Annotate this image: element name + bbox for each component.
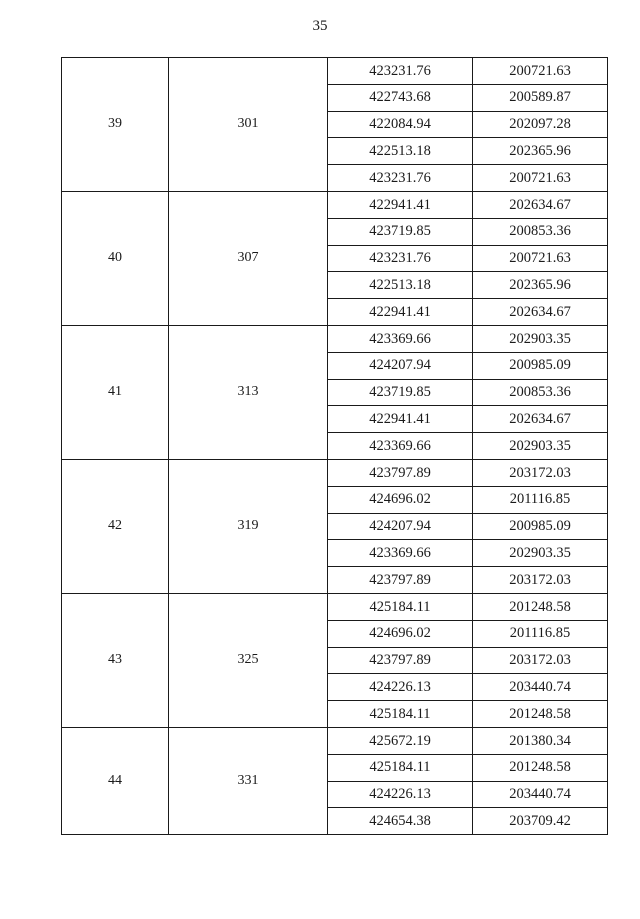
y-coordinate-cell: 202903.35: [473, 325, 608, 352]
x-coordinate-cell: 425672.19: [328, 727, 473, 754]
x-coordinate-cell: 423797.89: [328, 459, 473, 486]
table-row: [62, 325, 608, 352]
table-row: [62, 593, 608, 620]
y-coordinate-cell: 201116.85: [473, 620, 608, 647]
x-coordinate-cell: 423797.89: [328, 647, 473, 674]
group-id-cell: 44: [62, 727, 169, 834]
group-code-cell: 307: [169, 191, 328, 325]
y-coordinate-cell: 202634.67: [473, 406, 608, 433]
table-row: [62, 58, 608, 85]
x-coordinate-cell: 422743.68: [328, 84, 473, 111]
y-coordinate-cell: 200985.09: [473, 513, 608, 540]
group-id-cell: 40: [62, 191, 169, 325]
y-coordinate-cell: 201248.58: [473, 701, 608, 728]
x-coordinate-cell: 425184.11: [328, 593, 473, 620]
y-coordinate-cell: 202903.35: [473, 540, 608, 567]
y-coordinate-cell: 203709.42: [473, 808, 608, 835]
x-coordinate-cell: 425184.11: [328, 754, 473, 781]
table-row: [62, 459, 608, 486]
y-coordinate-cell: 202634.67: [473, 299, 608, 326]
page-number: 35: [312, 18, 328, 34]
y-coordinate-cell: 202365.96: [473, 272, 608, 299]
x-coordinate-cell: 423231.76: [328, 58, 473, 85]
x-coordinate-cell: 423369.66: [328, 540, 473, 567]
table-row: [62, 727, 608, 754]
x-coordinate-cell: 422513.18: [328, 272, 473, 299]
coordinates-table: [61, 57, 608, 835]
y-coordinate-cell: 200721.63: [473, 245, 608, 272]
y-coordinate-cell: 203172.03: [473, 459, 608, 486]
x-coordinate-cell: 424696.02: [328, 486, 473, 513]
group-id-cell: 39: [62, 58, 169, 192]
y-coordinate-cell: 203440.74: [473, 674, 608, 701]
y-coordinate-cell: 202903.35: [473, 433, 608, 460]
x-coordinate-cell: 423369.66: [328, 325, 473, 352]
x-coordinate-cell: 423231.76: [328, 245, 473, 272]
x-coordinate-cell: 423719.85: [328, 218, 473, 245]
y-coordinate-cell: 202365.96: [473, 138, 608, 165]
y-coordinate-cell: 202634.67: [473, 191, 608, 218]
x-coordinate-cell: 424207.94: [328, 352, 473, 379]
y-coordinate-cell: 201116.85: [473, 486, 608, 513]
x-coordinate-cell: 422941.41: [328, 191, 473, 218]
x-coordinate-cell: 424226.13: [328, 781, 473, 808]
x-coordinate-cell: 423231.76: [328, 165, 473, 192]
y-coordinate-cell: 201380.34: [473, 727, 608, 754]
coordinates-table-body: [62, 58, 608, 835]
x-coordinate-cell: 423797.89: [328, 567, 473, 594]
y-coordinate-cell: 200853.36: [473, 218, 608, 245]
group-code-cell: 325: [169, 593, 328, 727]
y-coordinate-cell: 200721.63: [473, 165, 608, 192]
group-code-cell: 331: [169, 727, 328, 834]
group-id-cell: 43: [62, 593, 169, 727]
x-coordinate-cell: 423369.66: [328, 433, 473, 460]
y-coordinate-cell: 200985.09: [473, 352, 608, 379]
y-coordinate-cell: 203172.03: [473, 567, 608, 594]
y-coordinate-cell: 200589.87: [473, 84, 608, 111]
x-coordinate-cell: 424226.13: [328, 674, 473, 701]
group-id-cell: 42: [62, 459, 169, 593]
x-coordinate-cell: 422941.41: [328, 406, 473, 433]
group-id-cell: 41: [62, 325, 169, 459]
y-coordinate-cell: 202097.28: [473, 111, 608, 138]
x-coordinate-cell: 424654.38: [328, 808, 473, 835]
y-coordinate-cell: 200853.36: [473, 379, 608, 406]
table-row: [62, 191, 608, 218]
group-code-cell: 319: [169, 459, 328, 593]
x-coordinate-cell: 425184.11: [328, 701, 473, 728]
y-coordinate-cell: 203440.74: [473, 781, 608, 808]
y-coordinate-cell: 201248.58: [473, 754, 608, 781]
x-coordinate-cell: 422941.41: [328, 299, 473, 326]
x-coordinate-cell: 423719.85: [328, 379, 473, 406]
x-coordinate-cell: 422513.18: [328, 138, 473, 165]
y-coordinate-cell: 201248.58: [473, 593, 608, 620]
x-coordinate-cell: 424207.94: [328, 513, 473, 540]
y-coordinate-cell: 203172.03: [473, 647, 608, 674]
group-code-cell: 301: [169, 58, 328, 192]
x-coordinate-cell: 422084.94: [328, 111, 473, 138]
x-coordinate-cell: 424696.02: [328, 620, 473, 647]
group-code-cell: 313: [169, 325, 328, 459]
y-coordinate-cell: 200721.63: [473, 58, 608, 85]
